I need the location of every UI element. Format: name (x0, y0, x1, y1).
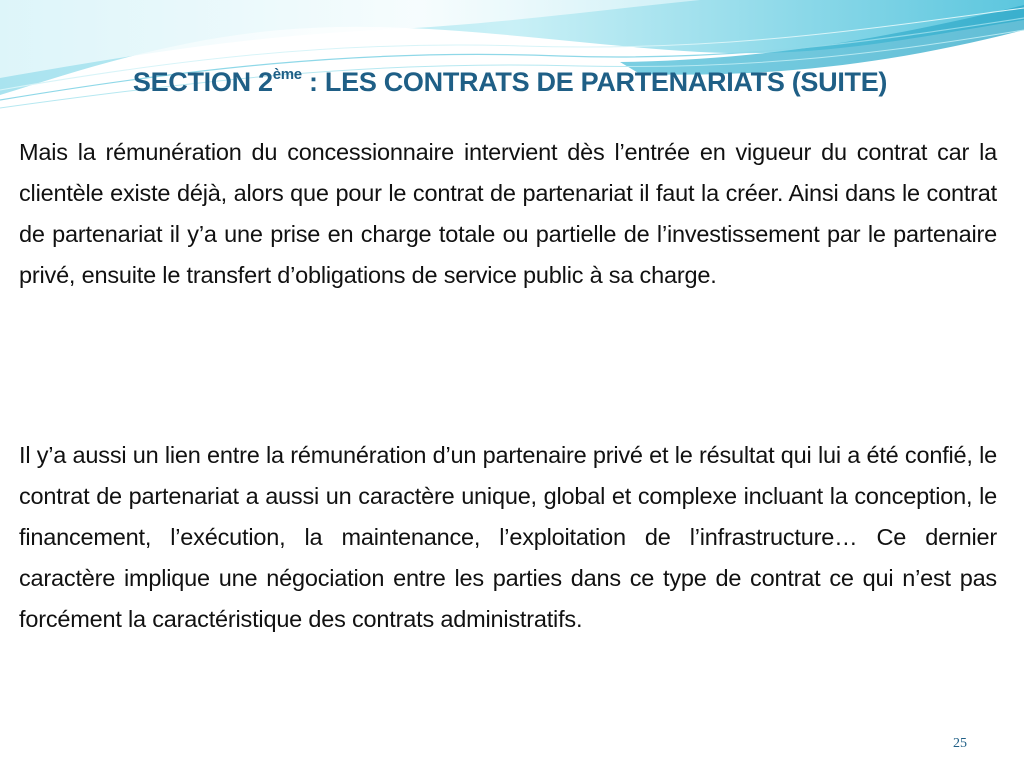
slide-title-superscript: ème (272, 66, 302, 83)
slide-title-main: SECTION 2 (132, 67, 273, 97)
slide-title-rest: : LES CONTRATS DE PARTENARIATS (SUITE) (301, 67, 888, 97)
page-number: 25 (953, 736, 967, 751)
body-paragraph-2: Il y’a aussi un lien entre la rémunération d’un partenaire privé et le résultat qui lui a été confié, le contrat de partenariat a aussi un caractère unique, global et complexe incluant la conception, le financement, l’exécution, la maintenance, l’exploitation de l’infrastructure… Ce dernier caractère implique une négociation entre les parties dans ce type de contrat ce qui n’est pas forcément la caractéristique des contrats administratifs. (19, 442, 997, 632)
slide-title (60, 62, 960, 102)
body-paragraph-1: Mais la rémunération du concessionnaire intervient dès l’entrée en vigueur du contrat car la clientèle existe déjà, alors que pour le contrat de partenariat il faut la créer. Ainsi dans le contrat de partenariat il y’a une prise en charge totale ou partielle de l’investissement par le partenaire privé, ensuite le transfert d’obligations de service public à sa charge. (19, 139, 997, 288)
